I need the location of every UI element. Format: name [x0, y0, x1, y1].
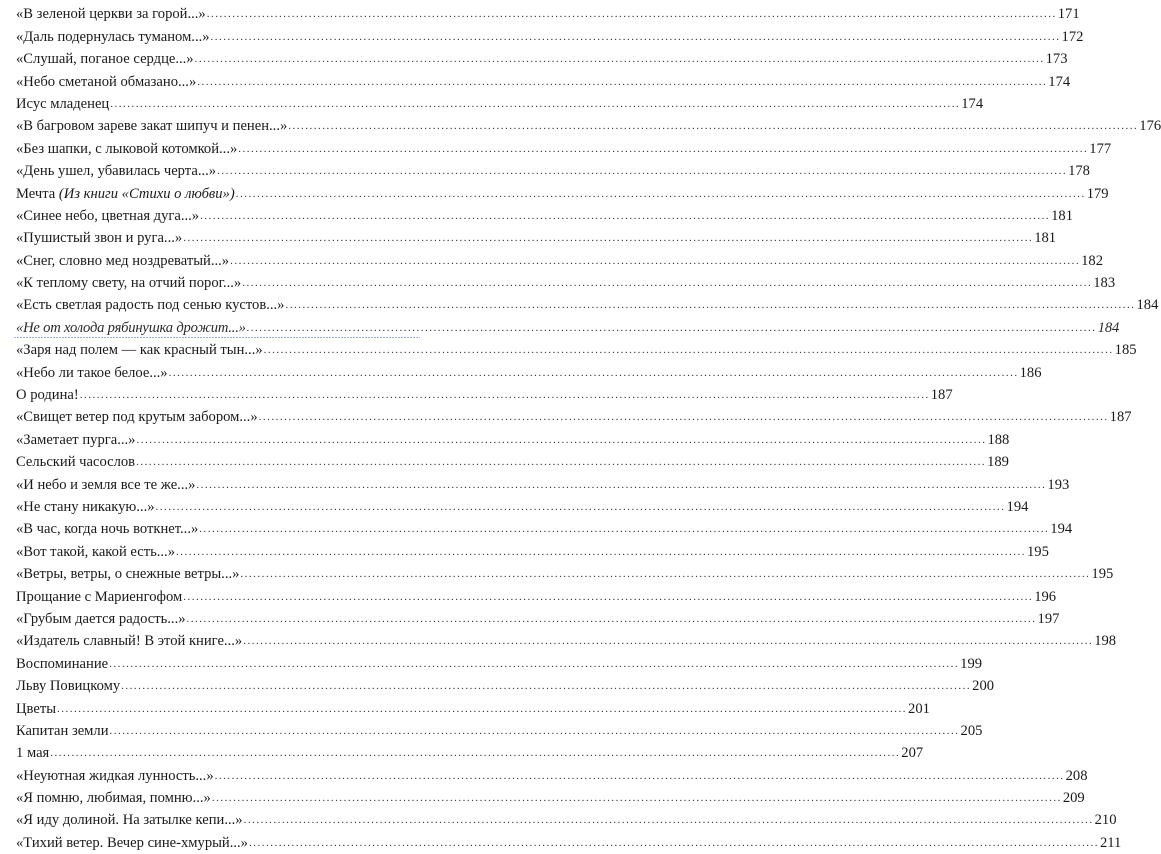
toc-entry-title — [16, 834, 248, 852]
toc-entry-title — [16, 588, 182, 606]
toc-entry — [16, 630, 1117, 652]
dot-leader: ........................................................................................................................................................................................................ — [50, 747, 901, 760]
toc-entry-title — [16, 50, 194, 68]
toc-entry-title-text: «Даль подернулась туманом...» — [16, 28, 210, 45]
toc-entry — [16, 496, 1029, 518]
toc-entry-title-text: «Свищет ветер под крутым забором...» — [16, 409, 258, 426]
toc-entry — [16, 652, 983, 674]
toc-entry-page-number: 201 — [908, 700, 930, 717]
table-of-contents — [16, 3, 1161, 854]
toc-entry-page-number: 211 — [1099, 834, 1122, 851]
toc-entry — [16, 294, 1159, 316]
toc-entry-page-number: 188 — [987, 431, 1010, 448]
toc-entry-page-number: 185 — [1114, 342, 1137, 359]
dot-leader: ........................................................................................................................................................................................................ — [248, 836, 1099, 849]
toc-entry-page-number: 179 — [1086, 185, 1109, 202]
toc-entry-title — [16, 744, 49, 762]
dot-leader: ........................................................................................................................................................................................................ — [199, 523, 1050, 536]
toc-entry-title-text: «В час, когда ночь воткнет...» — [16, 521, 199, 538]
dot-leader: ........................................................................................................................................................................................................ — [217, 165, 1068, 178]
toc-entry — [16, 563, 1114, 585]
dot-leader: ........................................................................................................................................................................................................ — [194, 53, 1045, 66]
toc-entry-title-text: Воспоминание — [16, 655, 109, 672]
dot-leader: ........................................................................................................................................................................................................ — [211, 792, 1062, 805]
toc-entry-page-number: 173 — [1045, 51, 1068, 68]
toc-entry-title-text: «Неуютная жидкая лунность...» — [16, 767, 214, 784]
dot-leader: ........................................................................................................................................................................................................ — [235, 187, 1086, 200]
toc-entry — [16, 473, 1070, 495]
dot-leader: ........................................................................................................................................................................................................ — [109, 724, 960, 737]
toc-entry — [16, 70, 1071, 92]
toc-entry-page-number: 194 — [1050, 521, 1073, 538]
toc-entry-title — [16, 140, 237, 158]
toc-entry-title-text: «И небо и земля все те же...» — [16, 476, 196, 493]
toc-entry — [16, 742, 924, 764]
toc-entry — [16, 451, 1009, 473]
toc-entry — [16, 764, 1088, 786]
toc-entry-title — [16, 5, 206, 23]
toc-entry-title — [16, 341, 263, 359]
toc-entry — [16, 137, 1112, 159]
toc-entry-title-text: «В зеленой церкви за горой...» — [16, 6, 206, 23]
toc-entry — [16, 585, 1057, 607]
toc-entry — [16, 93, 984, 115]
toc-entry-title — [16, 453, 135, 471]
toc-entry-title-text: «В багровом зареве закат шипуч и пенен...» — [16, 118, 288, 135]
toc-entry — [16, 115, 1161, 137]
toc-entry-page-number: 177 — [1089, 140, 1112, 157]
toc-entry-title — [16, 73, 196, 91]
toc-entry-title — [16, 632, 242, 650]
toc-entry-title — [16, 386, 79, 404]
toc-entry-title — [16, 252, 229, 270]
toc-entry-title-text: Капитан земли — [16, 722, 109, 739]
dot-leader: ........................................................................................................................................................................................................ — [197, 75, 1048, 88]
toc-entry-title-text: «Заря над полем — как красный тын...» — [16, 342, 263, 359]
toc-entry-title — [16, 95, 109, 113]
toc-entry-title-text: Цветы — [16, 700, 57, 717]
toc-entry-title — [16, 520, 198, 538]
dot-leader: ........................................................................................................................................................................................................ — [121, 680, 972, 693]
toc-entry-title-text: «Небо ли такое белое...» — [16, 364, 168, 381]
toc-entry-page-number: 178 — [1068, 163, 1090, 180]
toc-entry-title — [16, 655, 108, 673]
toc-entry-title-text: «Я помню, любимая, помню...» — [16, 790, 211, 807]
toc-entry-page-number: 189 — [987, 454, 1009, 471]
toc-entry-title-text: «День ушел, убавилась черта...» — [16, 163, 217, 180]
toc-entry-title — [16, 610, 186, 628]
toc-entry-page-number: 187 — [1109, 409, 1132, 426]
toc-entry-title-text: «Слушай, поганое сердце...» — [16, 51, 194, 68]
toc-entry — [16, 48, 1068, 70]
toc-entry-page-number: 210 — [1094, 812, 1117, 829]
toc-entry-page-number: 209 — [1062, 790, 1085, 807]
toc-entry-page-number: 182 — [1081, 252, 1103, 269]
toc-entry-page-number: 183 — [1093, 275, 1116, 292]
toc-entry-page-number: 199 — [960, 655, 983, 672]
toc-entry-title-text: «Небо сметаной обмазано...» — [16, 73, 197, 90]
toc-entry — [16, 675, 995, 697]
dot-leader: ........................................................................................................................................................................................................ — [230, 254, 1081, 267]
toc-entry-page-number: 171 — [1057, 6, 1080, 23]
toc-entry-title — [16, 364, 168, 382]
toc-entry-title — [16, 498, 155, 516]
toc-entry-title-text: «Синее небо, цветная дуга...» — [16, 207, 200, 224]
toc-entry-title-text: «Пушистый звон и руга...» — [16, 230, 183, 247]
dot-leader: ........................................................................................................................................................................................................ — [168, 366, 1019, 379]
toc-entry-title — [16, 185, 235, 203]
toc-entry — [16, 249, 1103, 271]
dot-leader: ........................................................................................................................................................................................................ — [196, 478, 1047, 491]
toc-entry-title-text: «Есть светлая радость под сенью кустов...» — [16, 297, 285, 314]
toc-entry-title — [16, 565, 239, 583]
toc-entry-page-number: 181 — [1051, 207, 1073, 224]
toc-entry-title-note: (Из книги «Стихи о любви») — [58, 185, 235, 202]
toc-entry-page-number: 193 — [1047, 476, 1070, 493]
toc-entry-title — [16, 543, 175, 561]
toc-entry-page-number: 172 — [1061, 28, 1084, 45]
toc-entry-page-number: 176 — [1139, 118, 1161, 135]
dot-leader: ........................................................................................................................................................................................................ — [263, 344, 1114, 357]
dot-leader: ........................................................................................................................................................................................................ — [206, 8, 1057, 21]
toc-entry-page-number: 174 — [961, 95, 984, 112]
toc-entry-title-text: Исус младенец — [16, 95, 110, 112]
toc-entry — [16, 3, 1080, 25]
toc-entry — [16, 787, 1085, 809]
toc-entry-title-text: «Вот такой, какой есть...» — [16, 543, 175, 560]
toc-entry-page-number: 181 — [1034, 230, 1057, 247]
toc-entry-page-number: 205 — [960, 722, 983, 739]
toc-entry — [16, 205, 1073, 227]
toc-entry — [16, 831, 1122, 853]
toc-entry-title-text: «Снег, словно мед ноздреватый...» — [16, 252, 230, 269]
dot-leader: ........................................................................................................................................................................................................ — [186, 612, 1037, 625]
dot-leader: ........................................................................................................................................................................................................ — [243, 814, 1094, 827]
toc-entry-title-text: Сельский часослов — [16, 454, 136, 471]
dot-leader: ........................................................................................................................................................................................................ — [238, 142, 1089, 155]
toc-entry — [16, 272, 1116, 294]
toc-entry-title — [16, 229, 182, 247]
toc-entry — [16, 384, 953, 406]
toc-entry — [16, 518, 1073, 540]
dot-leader: ........................................................................................................................................................................................................ — [246, 321, 1097, 334]
toc-entry-title-text: «Я иду долиной. На затылке кепи...» — [16, 812, 243, 829]
dot-leader: ........................................................................................................................................................................................................ — [57, 702, 908, 715]
toc-entry-page-number: 194 — [1006, 498, 1029, 515]
dot-leader: ........................................................................................................................................................................................................ — [110, 97, 961, 110]
toc-entry-title-text: «Тихий ветер. Вечер сине-хмурый...» — [16, 834, 248, 851]
toc-entry-title-text: О родина! — [16, 387, 79, 404]
dot-leader: ........................................................................................................................................................................................................ — [79, 389, 930, 402]
toc-entry-title-text: «Грубым дается радость...» — [16, 610, 186, 627]
toc-entry — [16, 697, 930, 719]
dot-leader: ........................................................................................................................................................................................................ — [155, 500, 1006, 513]
toc-entry-title — [16, 677, 120, 695]
dot-leader: ........................................................................................................................................................................................................ — [285, 299, 1136, 312]
toc-entry-title-text: «К теплому свету, на отчий порог...» — [16, 275, 242, 292]
toc-entry — [16, 227, 1057, 249]
toc-entry-title — [16, 28, 210, 46]
toc-entry-title — [16, 117, 287, 135]
toc-entry — [16, 428, 1010, 450]
toc-entry-title-text: «Не от холода рябинушка дрожит...» — [16, 319, 246, 336]
toc-entry-title — [16, 319, 246, 337]
toc-entry-page-number: 184 — [1136, 297, 1159, 314]
toc-entry — [16, 339, 1137, 361]
toc-entry — [16, 316, 1120, 338]
toc-entry-title-text: 1 мая — [16, 745, 50, 762]
dot-leader: ........................................................................................................................................................................................................ — [242, 277, 1093, 290]
toc-entry-title — [16, 162, 216, 180]
toc-entry — [16, 720, 983, 742]
toc-entry-title — [16, 700, 56, 718]
toc-entry-page-number: 208 — [1065, 767, 1088, 784]
toc-entry — [16, 406, 1132, 428]
toc-entry-title-text: «Без шапки, с лыковой котомкой...» — [16, 140, 238, 157]
dot-leader: ........................................................................................................................................................................................................ — [243, 635, 1094, 648]
dot-leader: ........................................................................................................................................................................................................ — [136, 456, 987, 469]
toc-entry-page-number: 200 — [972, 678, 995, 695]
toc-entry-page-number: 195 — [1027, 543, 1049, 560]
toc-entry-page-number: 184 — [1097, 319, 1120, 336]
toc-entry-title — [16, 811, 243, 829]
toc-entry — [16, 608, 1060, 630]
toc-entry-title — [16, 476, 195, 494]
toc-entry-title — [16, 408, 258, 426]
dot-leader: ........................................................................................................................................................................................................ — [136, 433, 987, 446]
dot-leader: ........................................................................................................................................................................................................ — [258, 411, 1109, 424]
toc-entry — [16, 809, 1117, 831]
toc-entry — [16, 160, 1090, 182]
toc-entry-title-text: «Ветры, ветры, о снежные ветры...» — [16, 566, 240, 583]
toc-entry-page-number: 197 — [1037, 610, 1060, 627]
toc-entry-page-number: 186 — [1019, 364, 1042, 381]
toc-entry — [16, 361, 1042, 383]
toc-entry-title — [16, 722, 109, 740]
toc-entry-title-text: «Заметает пурга...» — [16, 431, 136, 448]
toc-entry-page-number: 207 — [901, 745, 924, 762]
toc-entry — [16, 182, 1109, 204]
toc-entry-title-text: Мечта — [16, 185, 59, 202]
toc-entry-title-text: «Не стану никакую...» — [16, 498, 155, 515]
toc-entry-page-number: 196 — [1034, 588, 1057, 605]
toc-entry-title-text: Прощание с Мариенгофом — [16, 588, 183, 605]
dot-leader: ........................................................................................................................................................................................................ — [240, 568, 1091, 581]
toc-entry-title — [16, 207, 199, 225]
toc-entry — [16, 540, 1049, 562]
toc-entry-title — [16, 274, 241, 292]
dot-leader: ........................................................................................................................................................................................................ — [183, 232, 1034, 245]
dot-leader: ........................................................................................................................................................................................................ — [288, 120, 1139, 133]
toc-entry-page-number: 195 — [1091, 566, 1114, 583]
dot-leader: ........................................................................................................................................................................................................ — [210, 30, 1061, 43]
dot-leader: ........................................................................................................................................................................................................ — [176, 545, 1026, 558]
toc-entry-page-number: 174 — [1048, 73, 1071, 90]
dot-leader: ........................................................................................................................................................................................................ — [200, 209, 1051, 222]
toc-entry-page-number: 187 — [930, 387, 953, 404]
dot-leader: ........................................................................................................................................................................................................ — [183, 590, 1034, 603]
toc-entry — [16, 25, 1084, 47]
toc-entry-title — [16, 789, 211, 807]
toc-entry-title-text: «Издатель славный! В этой книге...» — [16, 633, 243, 650]
dot-leader: ........................................................................................................................................................................................................ — [109, 657, 960, 670]
toc-entry-page-number: 198 — [1094, 633, 1117, 650]
toc-entry-title — [16, 431, 135, 449]
toc-entry-title — [16, 296, 284, 314]
dot-leader: ........................................................................................................................................................................................................ — [214, 769, 1065, 782]
toc-entry-title-text: Льву Повицкому — [16, 678, 121, 695]
toc-entry-title — [16, 767, 214, 785]
